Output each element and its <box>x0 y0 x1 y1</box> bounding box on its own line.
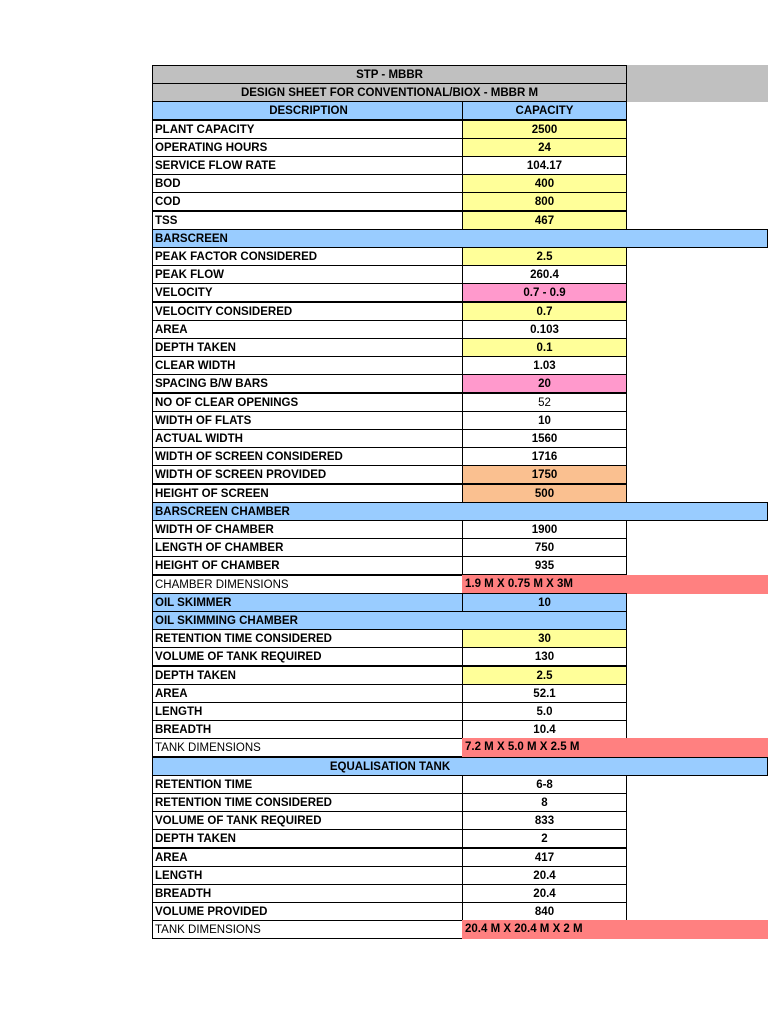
row-value: 0.7 - 0.9 <box>462 283 627 302</box>
row-value: 500 <box>462 484 627 503</box>
row-label: AREA <box>152 684 463 703</box>
sheet-row <box>0 320 768 338</box>
section-header: EQUALISATION TANK <box>152 757 768 776</box>
dimensions-value: 20.4 M X 20.4 M X 2 M <box>462 920 768 939</box>
sheet-row <box>0 192 768 210</box>
row-value: 2500 <box>462 120 627 139</box>
section-header: OIL SKIMMING CHAMBER <box>152 611 627 630</box>
sheet-title: STP - MBBR <box>152 65 627 84</box>
sheet-row <box>0 902 768 920</box>
row-label: RETENTION TIME CONSIDERED <box>152 629 463 648</box>
row-value: 5.0 <box>462 702 627 721</box>
row-value: 6-8 <box>462 775 627 794</box>
column-header-description: DESCRIPTION <box>152 101 463 120</box>
row-value: 0.103 <box>462 320 627 339</box>
title-fill <box>627 65 768 84</box>
column-header-capacity: CAPACITY <box>462 101 627 120</box>
row-value: 20 <box>462 374 627 393</box>
row-label: OPERATING HOURS <box>152 138 463 157</box>
row-value: 10.4 <box>462 720 627 739</box>
sheet-row <box>0 374 768 392</box>
row-label: VOLUME PROVIDED <box>152 902 463 921</box>
row-label: SPACING B/W BARS <box>152 374 463 393</box>
sheet-row <box>0 265 768 283</box>
row-label: PEAK FLOW <box>152 265 463 284</box>
sheet-row <box>0 247 768 265</box>
sheet-row <box>0 556 768 574</box>
row-value: 260.4 <box>462 265 627 284</box>
sheet-row <box>0 575 768 593</box>
row-label: BREADTH <box>152 884 463 903</box>
row-label: WIDTH OF CHAMBER <box>152 520 463 539</box>
section-value: 10 <box>462 593 627 612</box>
row-value: 8 <box>462 793 627 812</box>
row-label: WIDTH OF SCREEN CONSIDERED <box>152 447 463 466</box>
sheet-row <box>0 229 768 247</box>
row-label: LENGTH OF CHAMBER <box>152 538 463 557</box>
sheet-row <box>0 465 768 483</box>
row-label: NO OF CLEAR OPENINGS <box>152 393 463 412</box>
row-label: RETENTION TIME CONSIDERED <box>152 793 463 812</box>
row-value: 0.1 <box>462 338 627 357</box>
section-header: OIL SKIMMER <box>152 593 463 612</box>
row-label: DEPTH TAKEN <box>152 338 463 357</box>
sheet-row <box>0 538 768 556</box>
sheet-row <box>0 447 768 465</box>
row-value: 20.4 <box>462 884 627 903</box>
row-value: 750 <box>462 538 627 557</box>
row-value: 104.17 <box>462 156 627 175</box>
sheet-row <box>0 866 768 884</box>
row-label: TSS <box>152 211 463 230</box>
row-value: 1750 <box>462 465 627 484</box>
row-label: BOD <box>152 174 463 193</box>
sheet-row <box>0 520 768 538</box>
row-label: VOLUME OF TANK REQUIRED <box>152 811 463 830</box>
sheet-row <box>0 920 768 938</box>
sheet-row <box>0 666 768 684</box>
row-value: 935 <box>462 556 627 575</box>
row-value: 30 <box>462 629 627 648</box>
sheet-row <box>0 611 768 629</box>
row-label: WIDTH OF FLATS <box>152 411 463 430</box>
row-value: 2.5 <box>462 247 627 266</box>
sheet-row <box>0 720 768 738</box>
dimensions-label: TANK DIMENSIONS <box>152 920 463 939</box>
row-label: DEPTH TAKEN <box>152 829 463 848</box>
row-label: LENGTH <box>152 702 463 721</box>
row-label: SERVICE FLOW RATE <box>152 156 463 175</box>
row-value: 417 <box>462 848 627 867</box>
sheet-row <box>0 848 768 866</box>
row-label: VOLUME OF TANK REQUIRED <box>152 647 463 666</box>
row-value: 0.7 <box>462 302 627 321</box>
sheet-row <box>0 757 768 775</box>
row-value: 1.03 <box>462 356 627 375</box>
row-label: VELOCITY CONSIDERED <box>152 302 463 321</box>
row-label: DEPTH TAKEN <box>152 666 463 685</box>
row-label: RETENTION TIME <box>152 775 463 794</box>
row-value: 800 <box>462 192 627 211</box>
sheet-row <box>0 338 768 356</box>
row-label: HEIGHT OF CHAMBER <box>152 556 463 575</box>
row-label: HEIGHT OF SCREEN <box>152 484 463 503</box>
row-value: 1560 <box>462 429 627 448</box>
sheet-row <box>0 174 768 192</box>
row-value: 2 <box>462 829 627 848</box>
sheet-row <box>0 429 768 447</box>
row-value: 2.5 <box>462 666 627 685</box>
dimensions-value: 1.9 M X 0.75 M X 3M <box>462 575 768 594</box>
row-value: 10 <box>462 411 627 430</box>
sheet-row <box>0 65 768 83</box>
sheet-row <box>0 793 768 811</box>
sheet-row <box>0 156 768 174</box>
sheet-row <box>0 302 768 320</box>
dimensions-value: 7.2 M X 5.0 M X 2.5 M <box>462 738 768 757</box>
sheet-row <box>0 702 768 720</box>
sheet-row <box>0 211 768 229</box>
row-value: 52 <box>462 393 627 412</box>
row-label: PEAK FACTOR CONSIDERED <box>152 247 463 266</box>
dimensions-label: CHAMBER DIMENSIONS <box>152 575 463 594</box>
row-value: 833 <box>462 811 627 830</box>
subtitle-fill <box>627 83 768 102</box>
row-label: CLEAR WIDTH <box>152 356 463 375</box>
row-label: PLANT CAPACITY <box>152 120 463 139</box>
sheet-row <box>0 829 768 847</box>
sheet-row <box>0 138 768 156</box>
sheet-row <box>0 83 768 101</box>
sheet-row <box>0 411 768 429</box>
row-label: COD <box>152 192 463 211</box>
row-value: 24 <box>462 138 627 157</box>
sheet-row <box>0 647 768 665</box>
row-value: 130 <box>462 647 627 666</box>
row-value: 1716 <box>462 447 627 466</box>
sheet-row <box>0 738 768 756</box>
sheet-row <box>0 356 768 374</box>
row-label: ACTUAL WIDTH <box>152 429 463 448</box>
row-value: 52.1 <box>462 684 627 703</box>
row-label: LENGTH <box>152 866 463 885</box>
dimensions-label: TANK DIMENSIONS <box>152 738 463 757</box>
row-value: 1900 <box>462 520 627 539</box>
sheet-subtitle: DESIGN SHEET FOR CONVENTIONAL/BIOX - MBBR M <box>152 83 627 102</box>
sheet-row <box>0 120 768 138</box>
row-value: 840 <box>462 902 627 921</box>
sheet-row <box>0 593 768 611</box>
sheet-row <box>0 811 768 829</box>
sheet-row <box>0 684 768 702</box>
row-label: VELOCITY <box>152 283 463 302</box>
row-label: BREADTH <box>152 720 463 739</box>
row-label: WIDTH OF SCREEN PROVIDED <box>152 465 463 484</box>
row-value: 20.4 <box>462 866 627 885</box>
sheet-row <box>0 884 768 902</box>
section-header: BARSCREEN CHAMBER <box>152 502 768 521</box>
row-value: 400 <box>462 174 627 193</box>
section-header: BARSCREEN <box>152 229 768 248</box>
sheet-row <box>0 775 768 793</box>
sheet-row <box>0 393 768 411</box>
row-value: 467 <box>462 211 627 230</box>
row-label: AREA <box>152 320 463 339</box>
sheet-row <box>0 502 768 520</box>
sheet-row <box>0 484 768 502</box>
sheet-row <box>0 629 768 647</box>
sheet-row <box>0 283 768 301</box>
row-label: AREA <box>152 848 463 867</box>
sheet-row <box>0 101 768 119</box>
